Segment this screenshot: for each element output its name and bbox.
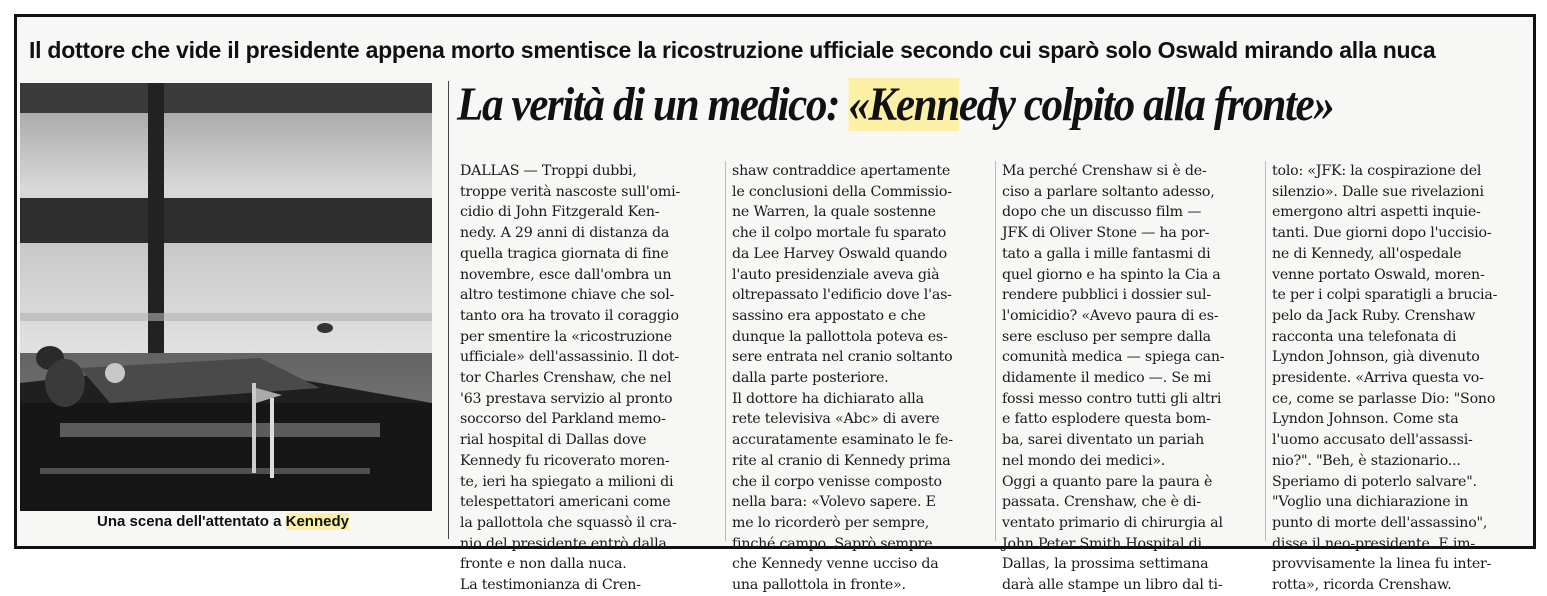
article-line: didamente il medico —. Se mi xyxy=(1002,370,1212,387)
article-line: altro testimone chiave che sol- xyxy=(460,287,675,304)
article-line: passata. Crenshaw, che è di- xyxy=(1002,494,1201,511)
headline-part: La verità di un medico: xyxy=(457,78,849,131)
column-separator xyxy=(1265,161,1266,541)
article-line: le conclusioni della Commissio- xyxy=(732,183,952,200)
article-line: rial hospital di Dallas dove xyxy=(460,432,647,449)
article-line: punto di morte dell'assassino", xyxy=(1272,514,1488,531)
article-line: disse il neo-presidente. E im- xyxy=(1272,535,1476,552)
article-line: Ma perché Crenshaw si è de- xyxy=(1002,163,1207,179)
headline-highlight: «Kenn xyxy=(848,78,959,131)
article-line: Il dottore ha dichiarato alla xyxy=(732,390,924,407)
article-column-2 xyxy=(732,161,987,594)
column-divider xyxy=(448,81,449,539)
article-line: rite al cranio di Kennedy prima xyxy=(732,452,951,469)
article-line: te, ieri ha spiegato a milioni di xyxy=(460,473,674,490)
article-line: "Voglio una dichiarazione in xyxy=(1272,494,1469,511)
article-line: darà alle stampe un libro dal ti- xyxy=(1002,577,1223,594)
article-line: Dallas, la prossima settimana xyxy=(1002,556,1209,573)
article-frame xyxy=(14,14,1536,594)
article-line: racconta una telefonata di xyxy=(1272,328,1457,345)
article-line: tato a galla i mille fantasmi di xyxy=(1002,245,1211,262)
article-line: tolo: «JFK: la cospirazione del xyxy=(1272,163,1482,179)
column-separator xyxy=(725,161,726,541)
article-line: ufficiale» dell'assassinio. Il dot- xyxy=(460,349,680,366)
article-line: quella tragica giornata di fine xyxy=(460,245,669,262)
article-line: me lo ricorderò per sempre, xyxy=(732,514,930,531)
article-line: telespettatori americani come xyxy=(460,494,671,511)
article-line: da Lee Harvey Oswald quando xyxy=(732,245,948,262)
article-line: fronte e non dalla nuca. xyxy=(460,556,627,573)
article-column-4 xyxy=(1272,161,1527,594)
article-line: rotta», ricorda Crenshaw. xyxy=(1272,577,1452,594)
article-line: oltrepassato l'edificio dove l'as- xyxy=(732,287,952,304)
article-line: quel giorno e ha spinto la Cia a xyxy=(1002,266,1221,283)
article-line: te per i colpi sparatigli a brucia- xyxy=(1272,287,1498,304)
article-line: Speriamo di poterlo salvare". xyxy=(1272,473,1477,490)
article-line: per smentire la «ricostruzione xyxy=(460,328,672,345)
article-line: finché campo. Saprò sempre xyxy=(732,535,933,552)
article-line: dopo che un discusso film — xyxy=(1002,204,1202,221)
article-line: nedy. A 29 anni di distanza da xyxy=(460,225,670,242)
article-line: soccorso del Parkland memo- xyxy=(460,411,666,428)
column-separator xyxy=(995,161,996,541)
article-line: ne di Kennedy, all'ospedale xyxy=(1272,245,1462,262)
caption-highlight: Kennedy xyxy=(285,513,349,530)
article-column-3 xyxy=(1002,161,1258,594)
article-line: ciso a parlare soltanto adesso, xyxy=(1002,183,1215,200)
photo-caption xyxy=(97,513,427,530)
photo-illustration xyxy=(20,83,432,511)
article-line: che il corpo venisse composto xyxy=(732,473,942,490)
article-line: l'uomo accusato dell'assassi- xyxy=(1272,432,1473,449)
headline xyxy=(457,77,1427,132)
article-line: ne Warren, la quale sostenne xyxy=(732,204,936,221)
article-line: dunque la pallottola poteva es- xyxy=(732,328,948,345)
article-line: nio del presidente entrò dalla xyxy=(460,535,667,552)
article-line: nella bara: «Volevo sapere. E xyxy=(732,494,936,511)
article-line: tanto ora ha trovato il coraggio xyxy=(460,307,679,324)
article-line: che Kennedy venne ucciso da xyxy=(732,556,939,573)
article-line: tor Charles Crenshaw, che nel xyxy=(460,370,672,387)
article-line: provvisamente la linea fu inter- xyxy=(1272,556,1492,573)
article-line: comunità medica — spiega can- xyxy=(1002,349,1225,366)
article-line: rendere pubblici i dossier sul- xyxy=(1002,287,1211,304)
caption-text: Una scena dell'attentato a xyxy=(97,513,286,530)
article-line: troppe verità nascoste sull'omi- xyxy=(460,183,681,200)
article-line: ce, come se parlasse Dio: "Sono xyxy=(1272,390,1496,407)
article-line: accuratamente esaminato le fe- xyxy=(732,432,953,449)
article-line: JFK di Oliver Stone — ha por- xyxy=(1002,225,1210,242)
article-line: ventato primario di chirurgia al xyxy=(1002,514,1223,531)
headline-part: edy colpito alla fronte» xyxy=(958,78,1334,131)
article-line: una pallottola in fronte». xyxy=(732,577,906,594)
article-line: sere entrata nel cranio soltanto xyxy=(732,349,953,366)
article-line: l'omicidio? «Avevo paura di es- xyxy=(1002,307,1219,324)
article-line: fossi messo contro tutti gli altri xyxy=(1002,390,1222,407)
kicker: Il dottore che vide il presidente appena morto smentisce la ricostruzione ufficiale secondo cui sparò solo Oswald mirando alla nuca xyxy=(29,37,1436,63)
article-line: nio?". "Beh, è stazionario... xyxy=(1272,452,1461,469)
article-line: silenzio». Dalle sue rivelazioni xyxy=(1272,183,1484,200)
article-line: sere escluso per sempre dalla xyxy=(1002,328,1211,345)
article-line: venne portato Oswald, moren- xyxy=(1272,266,1485,283)
article-line: pelo da Jack Ruby. Crenshaw xyxy=(1272,307,1476,324)
article-line: DALLAS — Troppi dubbi, xyxy=(460,163,637,179)
article-line: la pallottola che squassò il cra- xyxy=(460,514,677,531)
article-line: shaw contraddice apertamente xyxy=(732,163,951,179)
article-line: che il colpo mortale fu sparato xyxy=(732,225,947,242)
article-line: Kennedy fu ricoverato moren- xyxy=(460,452,670,469)
article-line: cidio di John Fitzgerald Ken- xyxy=(460,204,660,221)
article-line: La testimonianza di Cren- xyxy=(460,577,641,594)
article-line: sassino era appostato e che xyxy=(732,307,926,324)
article-line: novembre, esce dall'ombra un xyxy=(460,266,672,283)
article-line: emergono altri aspetti inquie- xyxy=(1272,204,1481,221)
article-line: '63 prestava servizio al pronto xyxy=(460,390,673,407)
article-line: Lyndon Johnson. Come sta xyxy=(1272,411,1459,428)
article-line: Oggi a quanto pare la paura è xyxy=(1002,473,1213,490)
article-line: l'auto presidenziale aveva già xyxy=(732,266,940,283)
article-line: tanti. Due giorni dopo l'uccisio- xyxy=(1272,225,1492,242)
article-line: rete televisiva «Abc» di avere xyxy=(732,411,940,428)
photo-scena-attentato xyxy=(20,83,432,511)
article-line: nel mondo dei medici». xyxy=(1002,452,1166,469)
article-line: presidente. «Arriva questa vo- xyxy=(1272,370,1484,387)
article-line: John Peter Smith Hospital di xyxy=(1002,535,1202,552)
article-line: Lyndon Johnson, già divenuto xyxy=(1272,349,1480,366)
article-line: ba, sarei diventato un pariah xyxy=(1002,432,1205,449)
article-line: e fatto esplodere questa bom- xyxy=(1002,411,1211,428)
article-line: dalla parte posteriore. xyxy=(732,370,889,387)
article-column-1 xyxy=(460,161,718,594)
